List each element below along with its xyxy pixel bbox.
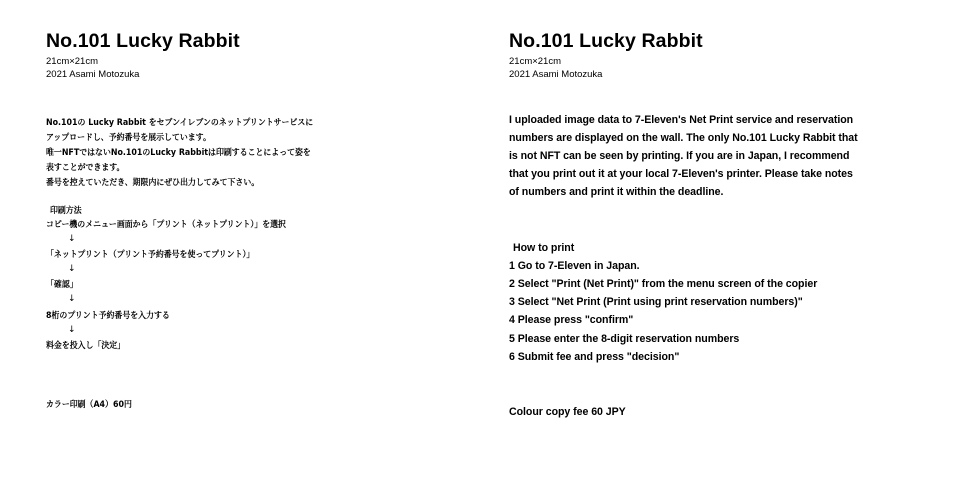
artwork-size: 21cm×21cm <box>46 56 99 67</box>
intro-line: 表すことができます。 <box>46 163 125 173</box>
artwork-size: 21cm×21cm <box>509 56 562 67</box>
step-3: 3 Select "Net Print (Print using print reservation numbers)" <box>509 296 803 308</box>
artwork-credit: 2021 Asami Motozuka <box>46 69 140 80</box>
step-1: 1 Go to 7-Eleven in Japan. <box>509 260 640 272</box>
artwork-title: No.101 Lucky Rabbit <box>509 30 703 52</box>
intro-line: No.101の Lucky Rabbit をセブンイレブンのネットプリントサービスに <box>46 118 314 128</box>
howto-heading: How to print <box>513 242 575 254</box>
step-3: 「確認」 <box>46 280 78 290</box>
step-5: 料金を投入し「決定」 <box>46 341 126 351</box>
step-4: 4 Please press "confirm" <box>509 314 634 326</box>
step-6: 6 Submit fee and press "decision" <box>509 351 680 363</box>
down-arrow-icon: ↓ <box>68 264 76 274</box>
down-arrow-icon: ↓ <box>68 234 76 244</box>
artwork-title: No.101 Lucky Rabbit <box>46 30 240 52</box>
intro-line: of numbers and print it within the deadline. <box>509 186 724 198</box>
down-arrow-icon: ↓ <box>68 294 76 304</box>
step-1: コピー機のメニュー画面から「プリント（ネットプリント）」を選択 <box>46 220 286 230</box>
intro-line: アップロードし、予約番号を展示しています。 <box>46 133 211 143</box>
step-2: 「ネットプリント（プリント予約番号を使ってプリント）」 <box>46 250 255 260</box>
intro-line: numbers are displayed on the wall. The only No.101 Lucky Rabbit that <box>509 132 858 144</box>
intro-line: 唯一NFTではないNo.101のLucky Rabbitは印刷することによって姿を <box>46 148 311 158</box>
artwork-credit: 2021 Asami Motozuka <box>509 69 603 80</box>
intro-line: that you print out it at your local 7-Eleven's printer. Please take notes <box>509 168 853 180</box>
intro-line: I uploaded image data to 7-Eleven's Net Print service and reservation <box>509 114 854 126</box>
intro-line: is not NFT can be seen by printing. If you are in Japan, I recommend <box>509 150 850 162</box>
howto-heading: 印刷方法 <box>50 206 82 216</box>
step-4: 8桁のプリント予約番号を入力する <box>46 311 170 321</box>
fee-note: カラー印刷（A4）60円 <box>46 400 132 410</box>
step-5: 5 Please enter the 8-digit reservation numbers <box>509 333 740 345</box>
intro-line: 番号を控えていただき、期限内にぜひ出力してみて下さい。 <box>46 178 260 188</box>
step-2: 2 Select "Print (Net Print)" from the menu screen of the copier <box>509 278 818 290</box>
down-arrow-icon: ↓ <box>68 325 76 335</box>
fee-note: Colour copy fee 60 JPY <box>509 406 626 418</box>
